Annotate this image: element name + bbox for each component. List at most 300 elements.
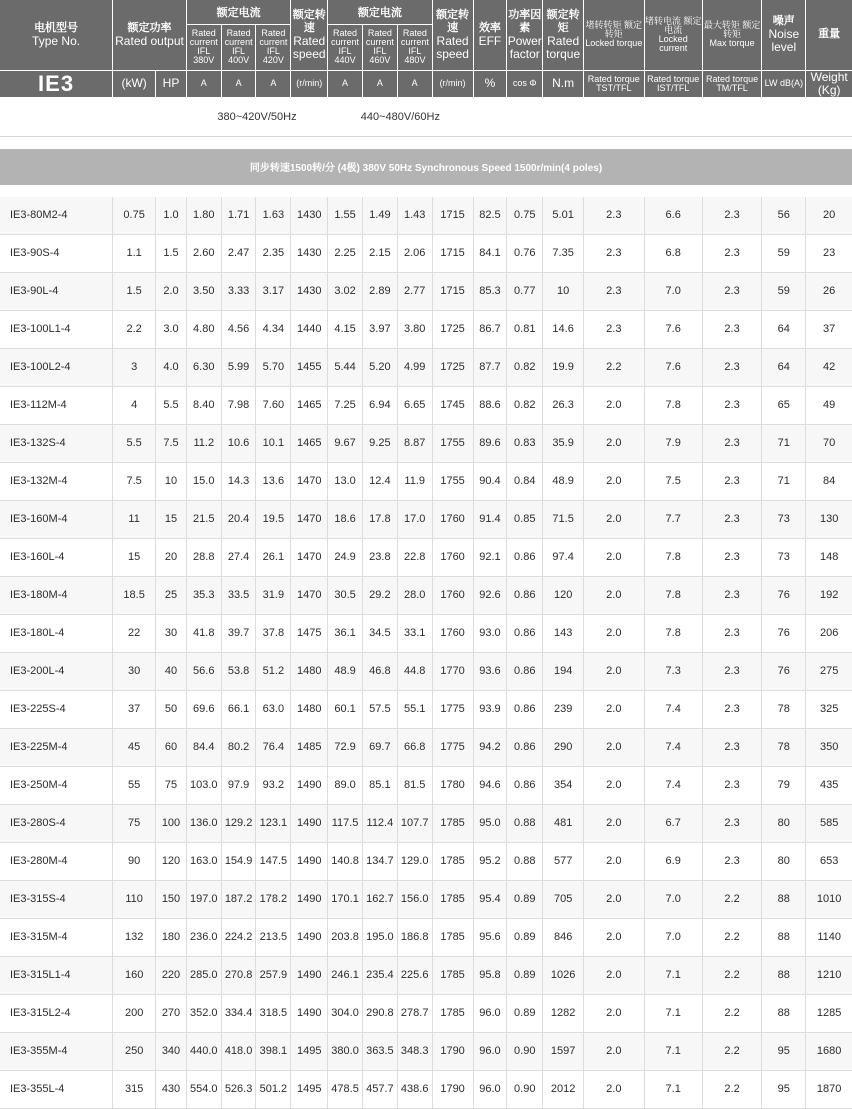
table-row bbox=[0, 842, 852, 880]
locked-current-cn: 堵转电流 额定电流 bbox=[644, 15, 702, 35]
torque-header-cn: 额定转矩 bbox=[546, 8, 580, 34]
cell-speed60: 1785 bbox=[432, 804, 473, 842]
cell-tst: 2.0 bbox=[584, 1032, 644, 1070]
cell-pf: 0.86 bbox=[507, 652, 543, 690]
cell-tm: 2.3 bbox=[702, 500, 761, 538]
cell-type: IE3-160L-4 bbox=[0, 538, 113, 576]
cell-i420: 13.6 bbox=[256, 462, 291, 500]
cell-pf: 0.84 bbox=[507, 462, 543, 500]
cell-ist: 7.1 bbox=[644, 994, 702, 1032]
cell-type: IE3-315S-4 bbox=[0, 880, 113, 918]
cell-tm: 2.3 bbox=[702, 310, 761, 348]
cell-i480: 55.1 bbox=[397, 690, 432, 728]
cell-speed60: 1770 bbox=[432, 652, 473, 690]
cell-i400: 4.56 bbox=[221, 310, 256, 348]
cell-noise: 73 bbox=[762, 500, 806, 538]
cell-weight: 275 bbox=[806, 652, 852, 690]
cell-ist: 7.7 bbox=[644, 500, 702, 538]
cell-i380: 554.0 bbox=[186, 1070, 221, 1108]
cell-ist: 7.3 bbox=[644, 652, 702, 690]
table-row bbox=[0, 994, 852, 1032]
cell-i440: 203.8 bbox=[328, 918, 363, 956]
cell-i440: 9.67 bbox=[328, 424, 363, 462]
cell-tm: 2.2 bbox=[702, 1032, 761, 1070]
cell-speed60: 1755 bbox=[432, 424, 473, 462]
cell-i440: 30.5 bbox=[328, 576, 363, 614]
cell-tst: 2.3 bbox=[584, 234, 644, 272]
voltage-spacer bbox=[0, 97, 186, 136]
cell-i480: 1.43 bbox=[397, 197, 432, 235]
cell-ist: 7.8 bbox=[644, 576, 702, 614]
cell-eff: 96.0 bbox=[473, 1032, 507, 1070]
cell-i420: 10.1 bbox=[256, 424, 291, 462]
current-420-header bbox=[256, 24, 291, 70]
cell-tst: 2.0 bbox=[584, 690, 644, 728]
table-row bbox=[0, 500, 852, 538]
table-header bbox=[0, 0, 852, 97]
cell-kw: 1.1 bbox=[113, 234, 156, 272]
cell-weight: 192 bbox=[806, 576, 852, 614]
cell-i380: 8.40 bbox=[186, 386, 221, 424]
table-row bbox=[0, 690, 852, 728]
cell-weight: 1285 bbox=[806, 994, 852, 1032]
cell-i480: 66.8 bbox=[397, 728, 432, 766]
current-440-ifl: IFL bbox=[338, 46, 352, 56]
speed-60hz-header bbox=[432, 0, 473, 70]
cell-hp: 430 bbox=[156, 1070, 187, 1108]
unit-a-420: A bbox=[256, 70, 291, 97]
cell-i460: 1.49 bbox=[362, 197, 397, 235]
cell-kw: 7.5 bbox=[113, 462, 156, 500]
cell-i480: 278.7 bbox=[397, 994, 432, 1032]
cell-i380: 3.50 bbox=[186, 272, 221, 310]
cell-i440: 1.55 bbox=[328, 197, 363, 235]
cell-type: IE3-132S-4 bbox=[0, 424, 113, 462]
cell-noise: 78 bbox=[762, 728, 806, 766]
unit-rmin-60: (r/min) bbox=[432, 70, 473, 97]
cell-speed50: 1430 bbox=[291, 197, 328, 235]
current-460-label: Rated current bbox=[365, 28, 394, 47]
cell-tm: 2.2 bbox=[702, 994, 761, 1032]
cell-eff: 87.7 bbox=[473, 348, 507, 386]
cell-tm: 2.3 bbox=[702, 386, 761, 424]
cell-eff: 95.6 bbox=[473, 918, 507, 956]
unit-a-380: A bbox=[186, 70, 221, 97]
cell-speed60: 1785 bbox=[432, 956, 473, 994]
cell-i420: 257.9 bbox=[256, 956, 291, 994]
cell-i380: 1.80 bbox=[186, 197, 221, 235]
cell-speed50: 1470 bbox=[291, 538, 328, 576]
cell-hp: 150 bbox=[156, 880, 187, 918]
cell-i380: 103.0 bbox=[186, 766, 221, 804]
cell-weight: 130 bbox=[806, 500, 852, 538]
cell-ist: 7.1 bbox=[644, 1032, 702, 1070]
cell-i400: 526.3 bbox=[221, 1070, 256, 1108]
cell-torque: 290 bbox=[543, 728, 584, 766]
noise-header-cn: 噪声 bbox=[772, 15, 795, 28]
unit-nm: N.m bbox=[543, 70, 584, 97]
cell-hp: 4.0 bbox=[156, 348, 187, 386]
cell-speed60: 1775 bbox=[432, 728, 473, 766]
output-header-cn: 额定功率 bbox=[127, 21, 172, 34]
cell-i460: 6.94 bbox=[362, 386, 397, 424]
spacer bbox=[0, 136, 852, 149]
cell-i420: 3.17 bbox=[256, 272, 291, 310]
cell-pf: 0.86 bbox=[507, 614, 543, 652]
cell-i400: 418.0 bbox=[221, 1032, 256, 1070]
table-row bbox=[0, 272, 852, 310]
cell-noise: 76 bbox=[762, 614, 806, 652]
current-60hz-cn: 额定电流 bbox=[357, 6, 402, 19]
output-header bbox=[113, 0, 187, 70]
cell-kw: 2.2 bbox=[113, 310, 156, 348]
type-header bbox=[0, 0, 113, 70]
current-480-volt: 480V bbox=[404, 55, 426, 65]
cell-pf: 0.77 bbox=[507, 272, 543, 310]
cell-i460: 195.0 bbox=[362, 918, 397, 956]
cell-tst: 2.0 bbox=[584, 462, 644, 500]
cell-ist: 7.8 bbox=[644, 538, 702, 576]
cell-speed50: 1490 bbox=[291, 804, 328, 842]
cell-pf: 0.89 bbox=[507, 918, 543, 956]
cell-hp: 180 bbox=[156, 918, 187, 956]
locked-current-sub: Rated torque bbox=[647, 73, 700, 84]
cell-i440: 60.1 bbox=[328, 690, 363, 728]
spacer bbox=[0, 185, 852, 197]
max-torque-unit-cell bbox=[702, 70, 761, 97]
voltage-60hz-label: 440~480V/60Hz bbox=[328, 97, 473, 136]
cell-i380: 136.0 bbox=[186, 804, 221, 842]
cell-i420: 7.60 bbox=[256, 386, 291, 424]
cell-kw: 160 bbox=[113, 956, 156, 994]
cell-i440: 2.25 bbox=[328, 234, 363, 272]
table-row bbox=[0, 348, 852, 386]
eff-header-cn: 效率 bbox=[478, 21, 501, 34]
cell-pf: 0.86 bbox=[507, 766, 543, 804]
cell-noise: 71 bbox=[762, 462, 806, 500]
cell-noise: 64 bbox=[762, 310, 806, 348]
cell-speed50: 1455 bbox=[291, 348, 328, 386]
max-torque-header bbox=[702, 0, 761, 70]
cell-tm: 2.3 bbox=[702, 424, 761, 462]
cell-type: IE3-90L-4 bbox=[0, 272, 113, 310]
cell-speed60: 1725 bbox=[432, 310, 473, 348]
cell-speed60: 1785 bbox=[432, 994, 473, 1032]
cell-ist: 7.8 bbox=[644, 386, 702, 424]
cell-ist: 7.4 bbox=[644, 728, 702, 766]
cell-noise: 88 bbox=[762, 956, 806, 994]
cell-hp: 40 bbox=[156, 652, 187, 690]
table-row bbox=[0, 424, 852, 462]
cell-hp: 15 bbox=[156, 500, 187, 538]
cell-kw: 3 bbox=[113, 348, 156, 386]
weight-header bbox=[806, 0, 852, 70]
cell-tst: 2.3 bbox=[584, 272, 644, 310]
cell-i420: 19.5 bbox=[256, 500, 291, 538]
current-400-header bbox=[221, 24, 256, 70]
table-row bbox=[0, 234, 852, 272]
cell-pf: 0.86 bbox=[507, 690, 543, 728]
cell-i460: 46.8 bbox=[362, 652, 397, 690]
cell-noise: 73 bbox=[762, 538, 806, 576]
cell-kw: 250 bbox=[113, 1032, 156, 1070]
cell-type: IE3-315L2-4 bbox=[0, 994, 113, 1032]
cell-tm: 2.3 bbox=[702, 272, 761, 310]
cell-i400: 20.4 bbox=[221, 500, 256, 538]
cell-eff: 92.6 bbox=[473, 576, 507, 614]
cell-ist: 6.9 bbox=[644, 842, 702, 880]
cell-ist: 6.7 bbox=[644, 804, 702, 842]
cell-type: IE3-112M-4 bbox=[0, 386, 113, 424]
cell-i460: 69.7 bbox=[362, 728, 397, 766]
unit-rmin-50: (r/min) bbox=[291, 70, 328, 97]
cell-pf: 0.89 bbox=[507, 956, 543, 994]
cell-tst: 2.3 bbox=[584, 310, 644, 348]
cell-torque: 97.4 bbox=[543, 538, 584, 576]
unit-a-440: A bbox=[328, 70, 363, 97]
series-label bbox=[0, 70, 113, 97]
cell-i440: 13.0 bbox=[328, 462, 363, 500]
cell-speed60: 1775 bbox=[432, 690, 473, 728]
table-row bbox=[0, 1032, 852, 1070]
cell-i400: 39.7 bbox=[221, 614, 256, 652]
cell-type: IE3-315M-4 bbox=[0, 918, 113, 956]
unit-hp: HP bbox=[156, 70, 187, 97]
cell-weight: 206 bbox=[806, 614, 852, 652]
cell-speed60: 1785 bbox=[432, 918, 473, 956]
cell-torque: 7.35 bbox=[543, 234, 584, 272]
cell-pf: 0.83 bbox=[507, 424, 543, 462]
cell-i440: 3.02 bbox=[328, 272, 363, 310]
type-header-en: Type No. bbox=[32, 33, 81, 48]
table-row bbox=[0, 538, 852, 576]
cell-i440: 117.5 bbox=[328, 804, 363, 842]
cell-type: IE3-355L-4 bbox=[0, 1070, 113, 1108]
cell-tm: 2.2 bbox=[702, 880, 761, 918]
cell-type: IE3-355M-4 bbox=[0, 1032, 113, 1070]
cell-ist: 7.0 bbox=[644, 880, 702, 918]
cell-eff: 91.4 bbox=[473, 500, 507, 538]
cell-kw: 75 bbox=[113, 804, 156, 842]
cell-torque: 48.9 bbox=[543, 462, 584, 500]
cell-speed50: 1480 bbox=[291, 652, 328, 690]
cell-pf: 0.85 bbox=[507, 500, 543, 538]
cell-hp: 20 bbox=[156, 538, 187, 576]
eff-header bbox=[473, 0, 507, 70]
cell-i440: 89.0 bbox=[328, 766, 363, 804]
cell-i440: 72.9 bbox=[328, 728, 363, 766]
cell-i480: 17.0 bbox=[397, 500, 432, 538]
cell-kw: 18.5 bbox=[113, 576, 156, 614]
cell-type: IE3-80M2-4 bbox=[0, 197, 113, 235]
cell-i480: 11.9 bbox=[397, 462, 432, 500]
cell-weight: 20 bbox=[806, 197, 852, 235]
cell-speed60: 1715 bbox=[432, 234, 473, 272]
cell-i400: 3.33 bbox=[221, 272, 256, 310]
cell-i480: 438.6 bbox=[397, 1070, 432, 1108]
cell-kw: 22 bbox=[113, 614, 156, 652]
pf-header-en: Power factor bbox=[507, 33, 542, 61]
cell-hp: 1.5 bbox=[156, 234, 187, 272]
cell-speed50: 1490 bbox=[291, 918, 328, 956]
cell-type: IE3-180L-4 bbox=[0, 614, 113, 652]
weight-header-en: Weight bbox=[810, 70, 848, 84]
cell-i460: 29.2 bbox=[362, 576, 397, 614]
cell-type: IE3-280M-4 bbox=[0, 842, 113, 880]
cell-tm: 2.2 bbox=[702, 956, 761, 994]
cell-speed60: 1745 bbox=[432, 386, 473, 424]
current-480-label: Rated current bbox=[400, 28, 429, 47]
cell-eff: 84.1 bbox=[473, 234, 507, 272]
cell-i460: 235.4 bbox=[362, 956, 397, 994]
cell-torque: 354 bbox=[543, 766, 584, 804]
locked-torque-en: Locked torque bbox=[585, 38, 643, 49]
unit-pct: % bbox=[473, 70, 507, 97]
unit-kw: (kW) bbox=[113, 70, 156, 97]
output-header-en: Rated output bbox=[115, 33, 184, 48]
cell-i380: 69.6 bbox=[186, 690, 221, 728]
weight-header-cn: 重量 bbox=[818, 28, 841, 41]
cell-speed50: 1495 bbox=[291, 1032, 328, 1070]
cell-tst: 2.0 bbox=[584, 766, 644, 804]
cell-i380: 11.2 bbox=[186, 424, 221, 462]
cell-kw: 4 bbox=[113, 386, 156, 424]
cell-speed60: 1760 bbox=[432, 500, 473, 538]
cell-speed50: 1470 bbox=[291, 462, 328, 500]
cell-i420: 51.2 bbox=[256, 652, 291, 690]
cell-ist: 7.6 bbox=[644, 310, 702, 348]
cell-kw: 55 bbox=[113, 766, 156, 804]
cell-ist: 6.8 bbox=[644, 234, 702, 272]
cell-tm: 2.3 bbox=[702, 576, 761, 614]
cell-tm: 2.3 bbox=[702, 728, 761, 766]
cell-tst: 2.0 bbox=[584, 538, 644, 576]
cell-tst: 2.0 bbox=[584, 424, 644, 462]
cell-noise: 95 bbox=[762, 1070, 806, 1108]
cell-weight: 70 bbox=[806, 424, 852, 462]
unit-a-460: A bbox=[362, 70, 397, 97]
cell-i440: 4.15 bbox=[328, 310, 363, 348]
cell-torque: 35.9 bbox=[543, 424, 584, 462]
cell-kw: 45 bbox=[113, 728, 156, 766]
cell-i440: 48.9 bbox=[328, 652, 363, 690]
cell-hp: 25 bbox=[156, 576, 187, 614]
cell-tm: 2.2 bbox=[702, 918, 761, 956]
unit-a-480: A bbox=[397, 70, 432, 97]
cell-pf: 0.88 bbox=[507, 804, 543, 842]
cell-speed60: 1760 bbox=[432, 614, 473, 652]
cell-hp: 270 bbox=[156, 994, 187, 1032]
cell-ist: 7.8 bbox=[644, 614, 702, 652]
cell-i440: 5.44 bbox=[328, 348, 363, 386]
cell-i440: 24.9 bbox=[328, 538, 363, 576]
cell-noise: 79 bbox=[762, 766, 806, 804]
type-header-cn: 电机型号 bbox=[34, 21, 79, 34]
cell-i380: 84.4 bbox=[186, 728, 221, 766]
cell-i400: 33.5 bbox=[221, 576, 256, 614]
cell-i440: 7.25 bbox=[328, 386, 363, 424]
table-row bbox=[0, 956, 852, 994]
cell-i460: 290.8 bbox=[362, 994, 397, 1032]
current-440-volt: 440V bbox=[334, 55, 356, 65]
max-torque-sub: Rated torque bbox=[706, 73, 759, 84]
cell-i380: 163.0 bbox=[186, 842, 221, 880]
cell-i440: 380.0 bbox=[328, 1032, 363, 1070]
current-50hz-cn: 额定电流 bbox=[216, 6, 261, 19]
noise-header bbox=[762, 0, 806, 70]
cell-i460: 2.15 bbox=[362, 234, 397, 272]
cell-i460: 3.97 bbox=[362, 310, 397, 348]
pf-header bbox=[507, 0, 543, 70]
cell-i460: 2.89 bbox=[362, 272, 397, 310]
table-body bbox=[0, 197, 852, 1109]
cell-speed60: 1785 bbox=[432, 880, 473, 918]
locked-torque-header bbox=[584, 0, 644, 70]
cell-i420: 123.1 bbox=[256, 804, 291, 842]
cell-i420: 76.4 bbox=[256, 728, 291, 766]
cell-weight: 1010 bbox=[806, 880, 852, 918]
table-row bbox=[0, 310, 852, 348]
cell-tm: 2.2 bbox=[702, 1070, 761, 1108]
cell-hp: 340 bbox=[156, 1032, 187, 1070]
cell-weight: 1210 bbox=[806, 956, 852, 994]
cell-i480: 129.0 bbox=[397, 842, 432, 880]
cell-i460: 85.1 bbox=[362, 766, 397, 804]
torque-header-en: Rated torque bbox=[546, 33, 581, 61]
cell-i380: 28.8 bbox=[186, 538, 221, 576]
cell-i480: 225.6 bbox=[397, 956, 432, 994]
current-60hz-header bbox=[328, 0, 432, 24]
cell-hp: 120 bbox=[156, 842, 187, 880]
cell-speed50: 1490 bbox=[291, 766, 328, 804]
cell-hp: 10 bbox=[156, 462, 187, 500]
cell-eff: 88.6 bbox=[473, 386, 507, 424]
cell-tm: 2.3 bbox=[702, 197, 761, 235]
cell-i400: 334.4 bbox=[221, 994, 256, 1032]
cell-tst: 2.0 bbox=[584, 994, 644, 1032]
cell-i380: 41.8 bbox=[186, 614, 221, 652]
locked-torque-unit: TST/TFL bbox=[596, 82, 632, 93]
cell-pf: 0.90 bbox=[507, 1032, 543, 1070]
cell-eff: 86.7 bbox=[473, 310, 507, 348]
table-row bbox=[0, 1070, 852, 1108]
cell-tst: 2.0 bbox=[584, 728, 644, 766]
cell-ist: 7.1 bbox=[644, 956, 702, 994]
cell-eff: 95.0 bbox=[473, 804, 507, 842]
cell-pf: 0.88 bbox=[507, 842, 543, 880]
cell-i480: 6.65 bbox=[397, 386, 432, 424]
cell-i440: 170.1 bbox=[328, 880, 363, 918]
cell-i380: 6.30 bbox=[186, 348, 221, 386]
cell-i400: 187.2 bbox=[221, 880, 256, 918]
cell-i420: 37.8 bbox=[256, 614, 291, 652]
cell-type: IE3-225M-4 bbox=[0, 728, 113, 766]
cell-i400: 2.47 bbox=[221, 234, 256, 272]
cell-hp: 100 bbox=[156, 804, 187, 842]
cell-kw: 315 bbox=[113, 1070, 156, 1108]
table-row bbox=[0, 614, 852, 652]
cell-tst: 2.3 bbox=[584, 197, 644, 235]
cell-torque: 14.6 bbox=[543, 310, 584, 348]
cell-i420: 1.63 bbox=[256, 197, 291, 235]
cell-speed50: 1440 bbox=[291, 310, 328, 348]
cell-noise: 56 bbox=[762, 197, 806, 235]
cell-i380: 35.3 bbox=[186, 576, 221, 614]
cell-pf: 0.89 bbox=[507, 994, 543, 1032]
cell-tm: 2.3 bbox=[702, 652, 761, 690]
cell-speed50: 1495 bbox=[291, 1070, 328, 1108]
cell-i380: 4.80 bbox=[186, 310, 221, 348]
